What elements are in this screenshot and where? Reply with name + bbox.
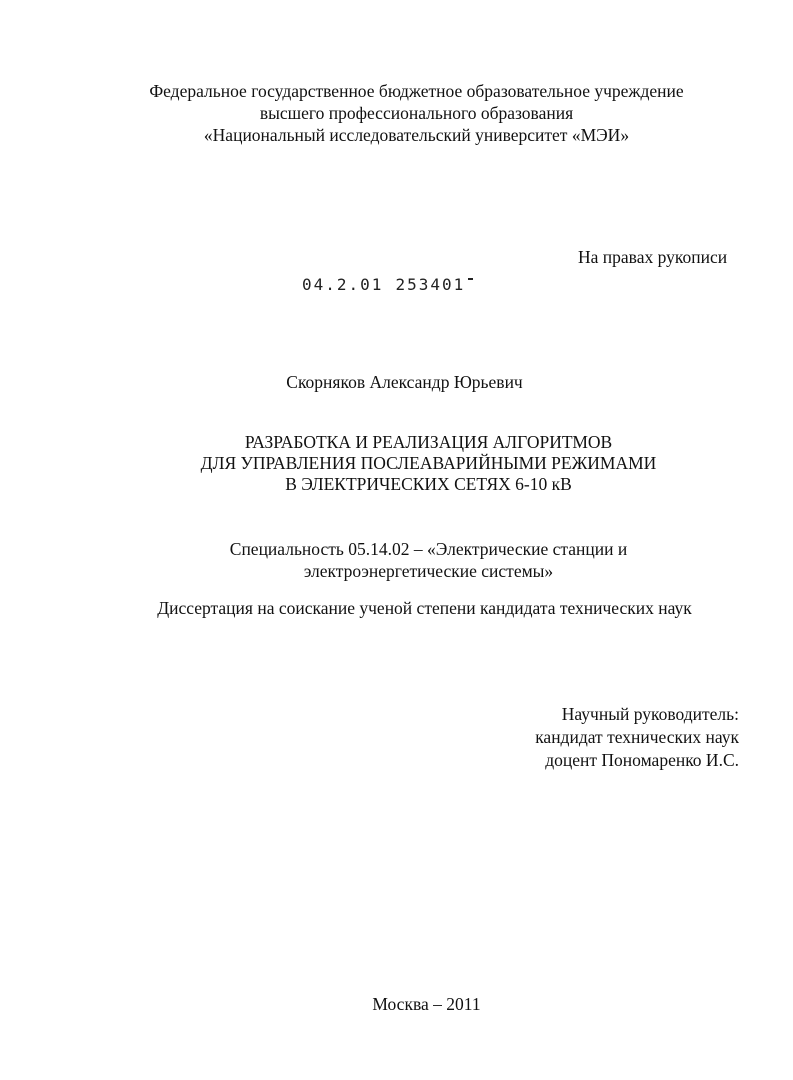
supervisor-line-3: доцент Пономаренко И.С. bbox=[545, 750, 739, 770]
specialty-line-2: электроэнергетические системы» bbox=[303, 561, 554, 581]
institution-line-3: «Национальный исследовательский университет «МЭИ» bbox=[203, 125, 630, 145]
registration-number-part-1: 04.2.01 bbox=[302, 275, 384, 294]
author-block bbox=[8, 371, 793, 393]
specialty-line-1: Специальность 05.14.02 – «Электрические станции и bbox=[229, 539, 628, 559]
supervisor-line-1: Научный руководитель: bbox=[561, 704, 739, 724]
institution-line-1: Федеральное государственное бюджетное образовательное учреждение bbox=[149, 81, 684, 101]
specialty-block bbox=[32, 538, 793, 582]
supervisor-block bbox=[535, 703, 739, 772]
institution-line-2: высшего профессионального образования bbox=[259, 103, 574, 123]
registration-number-part-2: 253401 bbox=[395, 275, 466, 294]
supervisor-line-2: кандидат технических наук bbox=[535, 727, 739, 747]
registration-mark bbox=[468, 278, 473, 280]
thesis-title-line-3: В ЭЛЕКТРИЧЕСКИХ СЕТЯХ 6-10 кВ bbox=[285, 474, 572, 494]
institution-header bbox=[20, 80, 793, 146]
city-year: Москва – 2011 bbox=[372, 994, 481, 1014]
thesis-title bbox=[32, 432, 793, 495]
thesis-title-line-2: ДЛЯ УПРАВЛЕНИЯ ПОСЛЕАВАРИЙНЫМИ РЕЖИМАМИ bbox=[200, 453, 657, 473]
dissertation-block bbox=[28, 597, 793, 619]
thesis-title-line-1: РАЗРАБОТКА И РЕАЛИЗАЦИЯ АЛГОРИТМОВ bbox=[244, 432, 613, 452]
city-year-block bbox=[30, 993, 793, 1015]
dissertation-degree: Диссертация на соискание ученой степени кандидата технических наук bbox=[157, 598, 692, 618]
registration-number bbox=[302, 274, 473, 296]
author-name: Скорняков Александр Юрьевич bbox=[286, 372, 523, 392]
manuscript-note: На правах рукописи bbox=[578, 247, 728, 267]
